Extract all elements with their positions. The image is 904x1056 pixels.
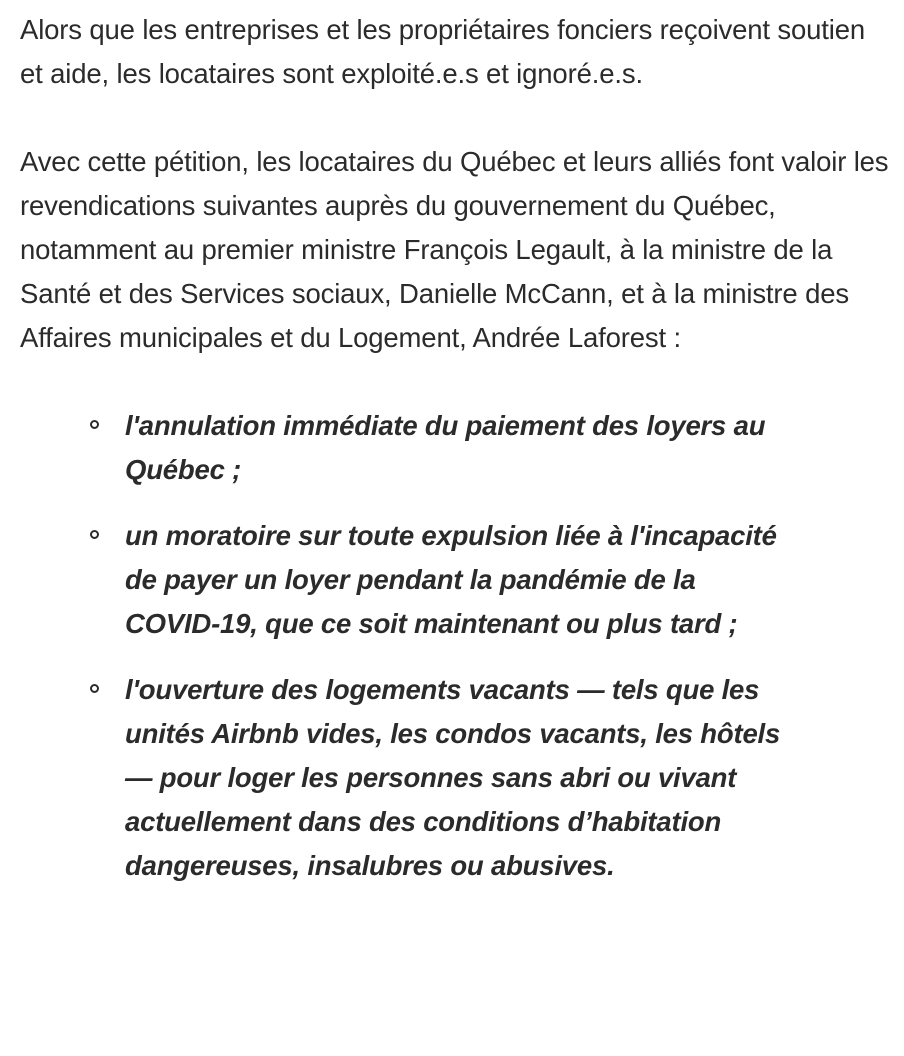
intro-paragraph: Alors que les entreprises et les propriétaires fonciers reçoivent soutien et aide, les locataires sont exploité.e.s et ignoré.e.s. bbox=[20, 14, 866, 89]
circle-bullet-icon bbox=[90, 684, 99, 693]
demand-text: l'annulation immédiate du paiement des loyers au Québec ; bbox=[125, 410, 766, 485]
demand-text: un moratoire sur toute expulsion liée à l'incapacité de payer un loyer pendant la pandémie de la COVID-19, que ce soit maintenant ou plus tard ; bbox=[125, 520, 777, 639]
demands-list bbox=[20, 404, 890, 888]
petition-paragraph: Avec cette pétition, les locataires du Québec et leurs alliés font valoir les revendications suivantes auprès du gouvernement du Québec, notamment au premier ministre François Legault, à la ministre de la Santé et des Services sociaux, Danielle McCann, et à la ministre des Affaires municipales et du Logement, Andrée Laforest : bbox=[20, 146, 889, 353]
petition-text bbox=[20, 8, 890, 888]
list-item bbox=[20, 404, 785, 492]
circle-bullet-icon bbox=[90, 420, 99, 429]
circle-bullet-icon bbox=[90, 530, 99, 539]
list-item bbox=[20, 514, 785, 646]
list-item bbox=[20, 668, 785, 888]
demand-text: l'ouverture des logements vacants — tels que les unités Airbnb vides, les condos vacants, les hôtels — pour loger les personnes sans abri ou vivant actuellement dans des conditions d’habitation dangereuses, insalubres ou abusives. bbox=[125, 674, 781, 881]
